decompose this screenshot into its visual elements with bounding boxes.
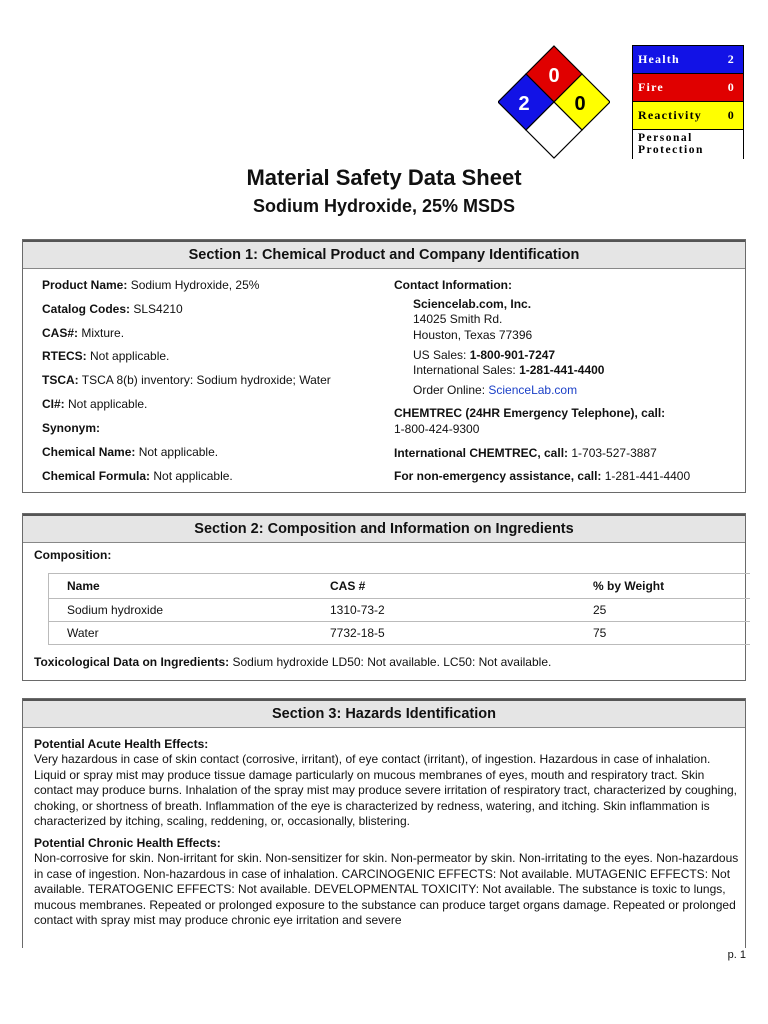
field-value: SLS4210	[130, 302, 183, 316]
field-synonym	[42, 421, 100, 435]
hmis-reactivity-label: Reactivity	[638, 108, 702, 122]
document-title: Material Safety Data Sheet	[246, 165, 522, 190]
field-ci	[42, 397, 147, 411]
hmis-health-row	[633, 46, 743, 74]
table-cell: 75	[575, 622, 750, 645]
table-cell: Water	[49, 622, 313, 645]
section-1	[22, 239, 746, 493]
ingredients-table	[48, 573, 750, 645]
table-row	[49, 599, 751, 622]
hmis-reactivity-value: 0	[727, 108, 735, 122]
hmis-ppe-label-2: Protection	[638, 144, 704, 156]
order-online-label: Order Online:	[413, 383, 489, 397]
field-label: Product Name:	[42, 278, 128, 292]
contact-information-label: Contact Information:	[394, 278, 512, 292]
company-address-line-1: 14025 Smith Rd.	[413, 312, 503, 326]
acute-health-effects-label: Potential Acute Health Effects:	[34, 737, 209, 751]
hmis-reactivity-row	[633, 102, 743, 130]
column-header-name: Name	[49, 574, 313, 599]
field-label: Synonym:	[42, 421, 101, 435]
section-3	[22, 698, 746, 948]
nfpa-reactivity-value: 0	[574, 93, 586, 115]
non-emergency-label: For non-emergency assistance, call:	[394, 469, 602, 483]
chronic-health-effects-text: Non-corrosive for skin. Non-irritant for skin. Non-sensitizer for skin. Non-permeator by skin. Non-irritating to the eyes. Non-hazardous in case of ingestion. Non-hazardous in case of inhalation. CARCINOGENIC EFFECTS: Not available. MUTAGENIC EFFECTS: Not available. TERATOGENIC EFFECTS: Not available. DEVELOPMENTAL TOXICITY: Not available. The substance is toxic to lungs, mucous membranes. Repeated or prolonged exposure to the substance can produce target organs damage. Repeated or prolonged contact with spray mist may produce chronic eye irritation and severe	[34, 851, 739, 927]
field-value: Not applicable.	[64, 397, 148, 411]
field-label: CAS#:	[42, 326, 79, 340]
field-label: CI#:	[42, 397, 65, 411]
hmis-health-value: 2	[727, 52, 735, 66]
section-1-header: Section 1: Chemical Product and Company Identification	[23, 240, 745, 269]
non-emergency-assistance	[394, 469, 690, 483]
toxicological-data-value: Sodium hydroxide LD50: Not available. LC50: Not available.	[229, 655, 552, 669]
field-label: Catalog Codes:	[42, 302, 131, 316]
us-sales-label: US Sales:	[413, 348, 470, 362]
table-row	[49, 622, 751, 645]
nfpa-health-value: 2	[518, 93, 530, 115]
international-chemtrec-label: International CHEMTREC, call:	[394, 446, 569, 460]
company-name: Sciencelab.com, Inc.	[413, 297, 532, 311]
international-chemtrec	[394, 446, 657, 460]
field-cas	[42, 326, 124, 340]
field-label: Chemical Name:	[42, 445, 136, 459]
column-header-weight: % by Weight	[575, 574, 750, 599]
field-rtecs	[42, 349, 169, 363]
field-label: Chemical Formula:	[42, 469, 151, 483]
hmis-ppe-row	[633, 130, 743, 160]
field-chemical-formula	[42, 469, 233, 483]
acute-health-effects-text: Very hazardous in case of skin contact (corrosive, irritant), of eye contact (irritant), of ingestion. Hazardous in case of inhalation. Liquid or spray mist may produce tissue damage particularly on mucous membranes of eyes, mouth and respiratory tract. Skin contact may produce burns. Inhalation of the spray mist may produce severe irritation of respiratory tract, characterized by coughing, choking, or shortness of breath. Inflammation of the eye is characterized by redness, watering, and itching. Skin inflammation is characterized by itching, scaling, reddening, or, occasionally, blistering.	[34, 752, 738, 828]
table-cell: Sodium hydroxide	[49, 599, 313, 622]
nfpa-diamond	[498, 44, 610, 160]
table-cell: 25	[575, 599, 750, 622]
international-sales	[413, 363, 604, 377]
hmis-rating-box	[632, 45, 744, 159]
table-cell: 1310-73-2	[312, 599, 575, 622]
field-value: Not applicable.	[150, 469, 233, 483]
field-value: Mixture.	[78, 326, 125, 340]
table-cell: 7732-18-5	[312, 622, 575, 645]
hmis-fire-value: 0	[727, 80, 735, 94]
field-value: TSCA 8(b) inventory: Sodium hydroxide; Water	[78, 373, 331, 387]
field-value: Not applicable.	[135, 445, 219, 459]
chronic-health-effects-label: Potential Chronic Health Effects:	[34, 836, 221, 850]
toxicological-data	[34, 655, 551, 669]
international-sales-phone: 1-281-441-4400	[519, 363, 605, 377]
order-online	[413, 383, 577, 397]
hmis-fire-row	[633, 74, 743, 102]
sciencelab-link[interactable]: ScienceLab.com	[488, 383, 578, 397]
field-product-name	[42, 278, 259, 292]
table-header-row	[49, 574, 751, 599]
international-chemtrec-phone: 1-703-527-3887	[568, 446, 657, 460]
international-sales-label: International Sales:	[413, 363, 520, 377]
hmis-fire-label: Fire	[638, 80, 664, 94]
chemtrec-phone: 1-800-424-9300	[394, 422, 480, 436]
page-number: p. 1	[727, 949, 746, 961]
section-2-header: Section 2: Composition and Information on Ingredients	[23, 514, 745, 543]
field-value: Not applicable.	[86, 349, 170, 363]
chemtrec-label: CHEMTREC (24HR Emergency Telephone), call:	[394, 406, 666, 420]
column-header-cas: CAS #	[312, 574, 575, 599]
section-3-header: Section 3: Hazards Identification	[23, 699, 745, 728]
us-sales-phone: 1-800-901-7247	[469, 348, 556, 362]
field-catalog-codes	[42, 302, 183, 316]
document-subtitle: Sodium Hydroxide, 25% MSDS	[252, 196, 516, 216]
hmis-ppe-label-1: Personal	[638, 132, 693, 144]
nfpa-fire-value: 0	[548, 65, 560, 87]
us-sales	[413, 348, 555, 362]
field-value: Sodium Hydroxide, 25%	[127, 278, 260, 292]
toxicological-data-label: Toxicological Data on Ingredients:	[34, 655, 230, 669]
field-label: TSCA:	[42, 373, 79, 387]
composition-label: Composition:	[34, 548, 112, 562]
hmis-health-label: Health	[638, 52, 680, 66]
field-tsca	[42, 373, 331, 387]
non-emergency-phone: 1-281-441-4400	[601, 469, 691, 483]
field-label: RTECS:	[42, 349, 87, 363]
section-2	[22, 513, 746, 681]
company-address-line-2: Houston, Texas 77396	[413, 328, 533, 342]
field-chemical-name	[42, 445, 218, 459]
